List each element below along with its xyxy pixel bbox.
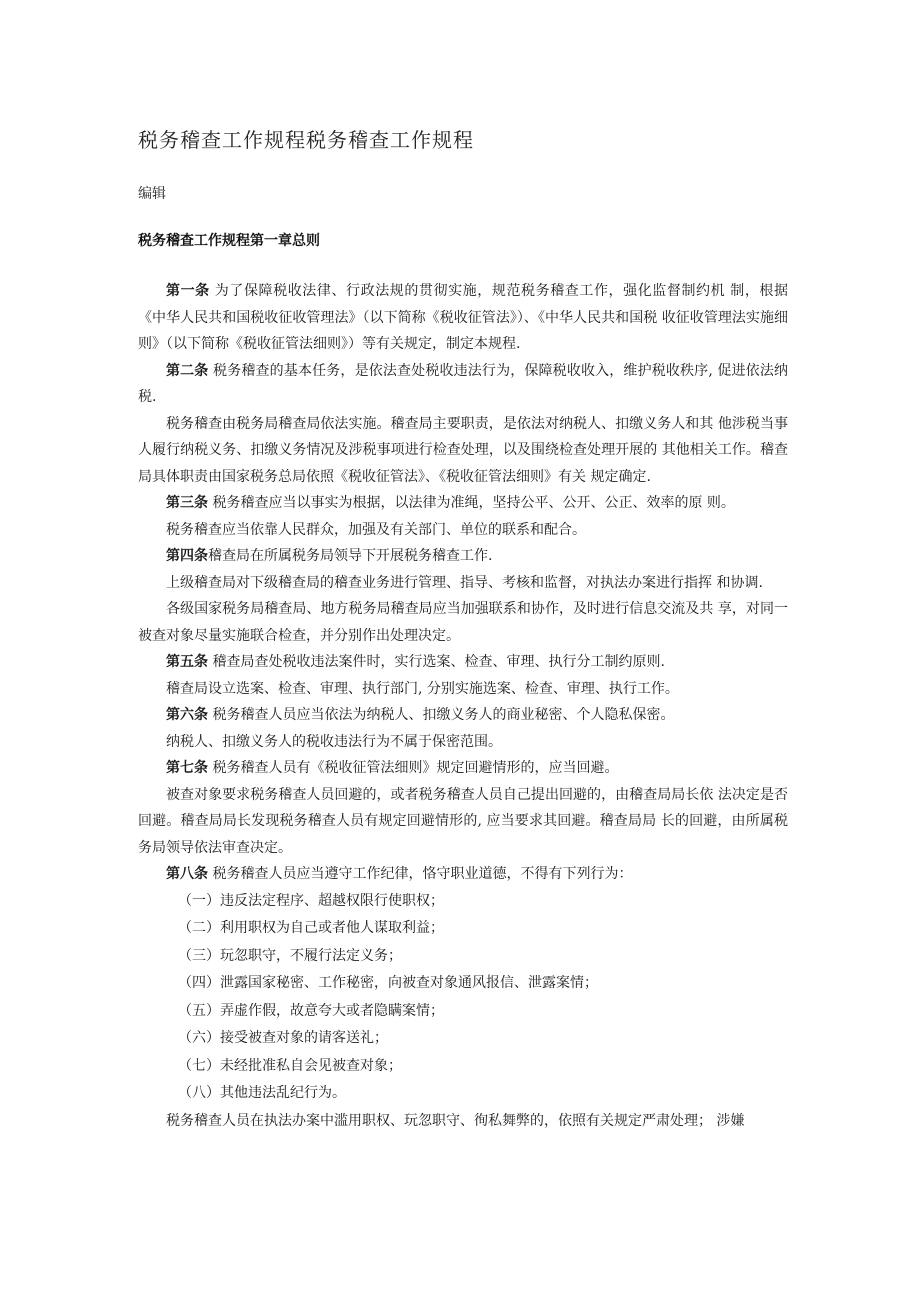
paragraph-text: 稽查局设立选案、检查、审理、执行部门, 分别实施选案、检查、审理、执行工作。	[166, 680, 679, 697]
paragraph-text: 稽查局查处税收违法案件时，实行选案、检查、审理、执行分工制约原则.	[208, 654, 665, 670]
paragraph	[138, 358, 788, 411]
paragraph-text: 税务稽查应当以事实为根据，以法律为准绳，坚持公平、公开、公正、效率的原 则。	[208, 495, 735, 511]
paragraph	[138, 649, 788, 676]
paragraph	[138, 278, 788, 358]
misconduct-list	[138, 888, 788, 1108]
list-item: （四）泄露国家秘密、工作秘密，向被查对象通风报信、泄露案情；	[178, 975, 598, 991]
article-number: 第一条	[166, 283, 210, 299]
article-number: 第六条	[166, 707, 208, 723]
paragraph	[138, 782, 788, 862]
paragraph	[138, 676, 788, 703]
paragraph	[138, 517, 788, 544]
paragraph-text: 上级稽查局对下级稽查局的稽查业务进行管理、指导、考核和监督，对执法办案进行指挥 和协调.	[166, 574, 763, 591]
paragraph-text: 稽查局在所属税务局领导下开展税务稽查工作.	[208, 548, 493, 564]
paragraph-text: 税务稽查应当依靠人民群众，加强及有关部门、单位的联系和配合。	[166, 521, 586, 538]
paragraph	[138, 702, 788, 729]
paragraph	[138, 861, 788, 888]
paragraph-text: 被查对象要求税务稽查人员回避的，或者税务稽查人员自己提出回避的，由稽查局局长依 法决定是否回避。稽查局局长发现税务稽查人员有规定回避情形的, 应当要求其回避。稽查局局 长的回避，由所属税务局领导依法审查决定。	[138, 786, 788, 856]
list-item: （八）其他违法乱纪行为。	[178, 1085, 346, 1101]
article-number: 第八条	[166, 866, 208, 882]
list-item: （六）接受被查对象的请客送礼；	[178, 1030, 388, 1046]
paragraph-text: 税务稽查人员应当依法为纳税人、扣缴义务人的商业秘密、个人隐私保密。	[208, 707, 675, 723]
document-title: 税务稽查工作规程税务稽查工作规程	[138, 128, 474, 152]
article-number: 第三条	[166, 495, 208, 511]
section-heading: 税务稽查工作规程第一章总则	[138, 233, 320, 249]
article-number: 第二条	[166, 362, 209, 379]
paragraph	[138, 755, 788, 782]
paragraph	[138, 490, 788, 517]
list-item: （五）弄虚作假，故意夸大或者隐瞒案情；	[178, 1002, 444, 1019]
paragraph	[138, 729, 788, 756]
paragraph-list	[138, 278, 788, 888]
closing-paragraph: 税务稽查人员在执法办案中滥用职权、玩忽职守、徇私舞弊的，依照有关规定严肃处理； 涉嫌	[166, 1112, 745, 1129]
article-number: 第五条	[166, 654, 208, 670]
paragraph-text: 各级国家税务局稽查局、地方税务局稽查局应当加强联系和协作，及时进行信息交流及共 享，对同一被查对象尽量实施联合检查，并分别作出处理决定。	[138, 601, 788, 644]
list-item: （一）违反法定程序、超越权限行使职权；	[178, 892, 444, 909]
paragraph	[138, 570, 788, 597]
paragraph-text: 税务稽查的基本任务，是依法查处税收违法行为，保障税收收入，维护税收秩序, 促进依法纳税.	[138, 362, 788, 405]
paragraph-text: 纳税人、扣缴义务人的税收违法行为不属于保密范围。	[166, 733, 502, 750]
edit-label: 编辑	[138, 186, 166, 202]
paragraph	[138, 411, 788, 491]
paragraph	[138, 596, 788, 649]
paragraph-text: 税务稽查由税务局稽查局依法实施。稽查局主要职责，是依法对纳税人、扣缴义务人和其 他涉税当事人履行纳税义务、扣缴义务情况及涉税事项进行检查处理，以及围绕检查处理开展的 其他相关工作。稽查局具体职责由国家税务总局依照《税收征管法》、《税收征管法细则》有关 规定确定.	[138, 415, 788, 485]
article-number: 第七条	[166, 760, 208, 776]
article-number: 第四条	[166, 548, 208, 564]
paragraph-text: 税务稽查人员有《税收征管法细则》规定回避情形的，应当回避。	[208, 760, 619, 776]
paragraph-text: 为了保障税收法律、行政法规的贯彻实施，规范税务稽查工作，强化监督制约机 制，根据《中华人民共和国税收征收管理法》（以下简称《税收征管法》）、《中华人民共和国税 收征收管理法实施细则》（以下简称《税收征管法细则》）等有关规定，制定本规程.	[138, 283, 789, 352]
paragraph	[138, 543, 788, 570]
paragraph-text: 税务稽查人员应当遵守工作纪律，恪守职业道德，不得有下列行为：	[208, 866, 633, 882]
list-item: （三）玩忽职守，不履行法定义务；	[178, 947, 402, 964]
document-body	[138, 278, 788, 1134]
list-item: （二）利用职权为自己或者他人谋取利益；	[178, 920, 444, 936]
list-item: （七）未经批准私自会见被查对象；	[178, 1057, 402, 1074]
